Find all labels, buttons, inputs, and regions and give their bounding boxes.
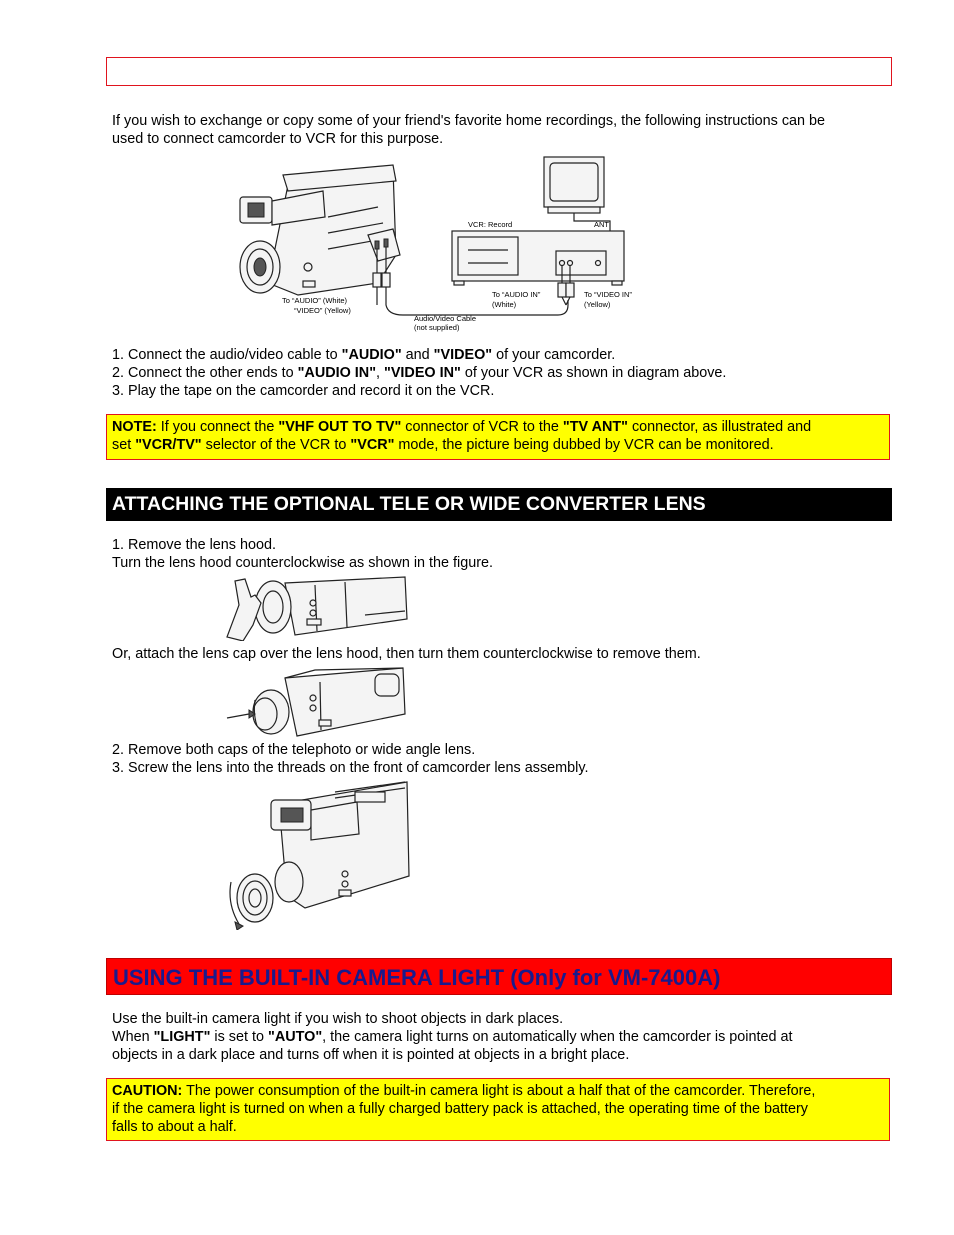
camcorder-vcr-connection-diagram: [228, 155, 678, 340]
intro-paragraph: [112, 112, 892, 148]
caution-box: [106, 1078, 890, 1141]
vcr-video-label: To “VIDEO IN”: [584, 290, 632, 299]
step-3: 3. Play the tape on the camcorder and record it on the VCR.: [112, 383, 495, 399]
vcr-illustration: [452, 231, 624, 285]
cam-video-label: “VIDEO” (Yellow): [294, 306, 351, 315]
camera-light-line-1: Use the built-in camera light if you wish to shoot objects in dark places.: [112, 1011, 564, 1027]
caution-line-1: CAUTION: The power consumption of the built-in camera light is about a half that of the camcorder. Therefore,: [112, 1083, 816, 1099]
step-1: 1. Connect the audio/video cable to "AUDIO" and "VIDEO" of your camcorder.: [112, 347, 616, 363]
remove-hood-detail: Turn the lens hood counterclockwise as shown in the figure.: [112, 555, 494, 571]
converter-steps-2-3: [112, 741, 892, 777]
note-box: [106, 414, 890, 460]
screw-lens-step: 3. Screw the lens into the threads on the front of camcorder lens assembly.: [112, 760, 589, 776]
camera-light-line-2: When "LIGHT" is set to "AUTO", the camera light turns on automatically when the camcorder is pointed at: [112, 1029, 793, 1045]
tv-illustration: [544, 157, 604, 213]
vcr-record-label: VCR: Record: [468, 220, 513, 229]
note-line-1: NOTE: If you connect the "VHF OUT TO TV" connector of VCR to the "TV ANT" connector, as illustrated and: [112, 419, 812, 435]
converter-lens-figure: [225, 778, 410, 930]
intro-line-2: used to connect camcorder to VCR for this purpose.: [112, 131, 444, 147]
top-title-bar: [106, 57, 892, 86]
alt-remove-instructions: Or, attach the lens cap over the lens hood, then turn them counterclockwise to remove them.: [112, 646, 701, 662]
camera-light-paragraph: [112, 1010, 892, 1064]
vcr-video-color: (Yellow): [584, 300, 611, 309]
step-2: 2. Connect the other ends to "AUDIO IN", "VIDEO IN" of your VCR as shown in diagram above.: [112, 365, 727, 381]
caution-line-3: falls to about a half.: [112, 1119, 237, 1135]
cam-audio-label: To “AUDIO” (White): [282, 296, 348, 305]
remove-caps-step: 2. Remove both caps of the telephoto or wide angle lens.: [112, 742, 476, 758]
vcr-audio-label: To “AUDIO IN”: [492, 290, 541, 299]
connection-steps: [112, 346, 892, 400]
converter-step-1: [112, 536, 892, 572]
lens-cap-figure: [225, 664, 410, 740]
remove-hood-step: 1. Remove the lens hood.: [112, 537, 276, 553]
section-heading-camera-light: USING THE BUILT-IN CAMERA LIGHT (Only for VM-7400A): [106, 958, 892, 995]
cable-note: (not supplied): [414, 323, 460, 332]
cable-label: Audio/Video Cable: [414, 314, 476, 323]
vcr-audio-color: (White): [492, 300, 517, 309]
section-heading-converter-lens: ATTACHING THE OPTIONAL TELE OR WIDE CONVERTER LENS: [106, 488, 892, 521]
camera-light-line-3: objects in a dark place and turns off when it is pointed at objects in a bright place.: [112, 1047, 630, 1063]
caution-line-2: if the camera light is turned on when a fully charged battery pack is attached, the operating time of the battery: [112, 1101, 808, 1117]
lens-hood-hand-figure: [225, 575, 410, 641]
ant-label: ANT: [594, 220, 609, 229]
note-line-2: set "VCR/TV" selector of the VCR to "VCR" mode, the picture being dubbed by VCR can be monitored.: [112, 437, 774, 453]
intro-line-1: If you wish to exchange or copy some of your friend's favorite home recordings, the following instructions can be: [112, 113, 826, 129]
